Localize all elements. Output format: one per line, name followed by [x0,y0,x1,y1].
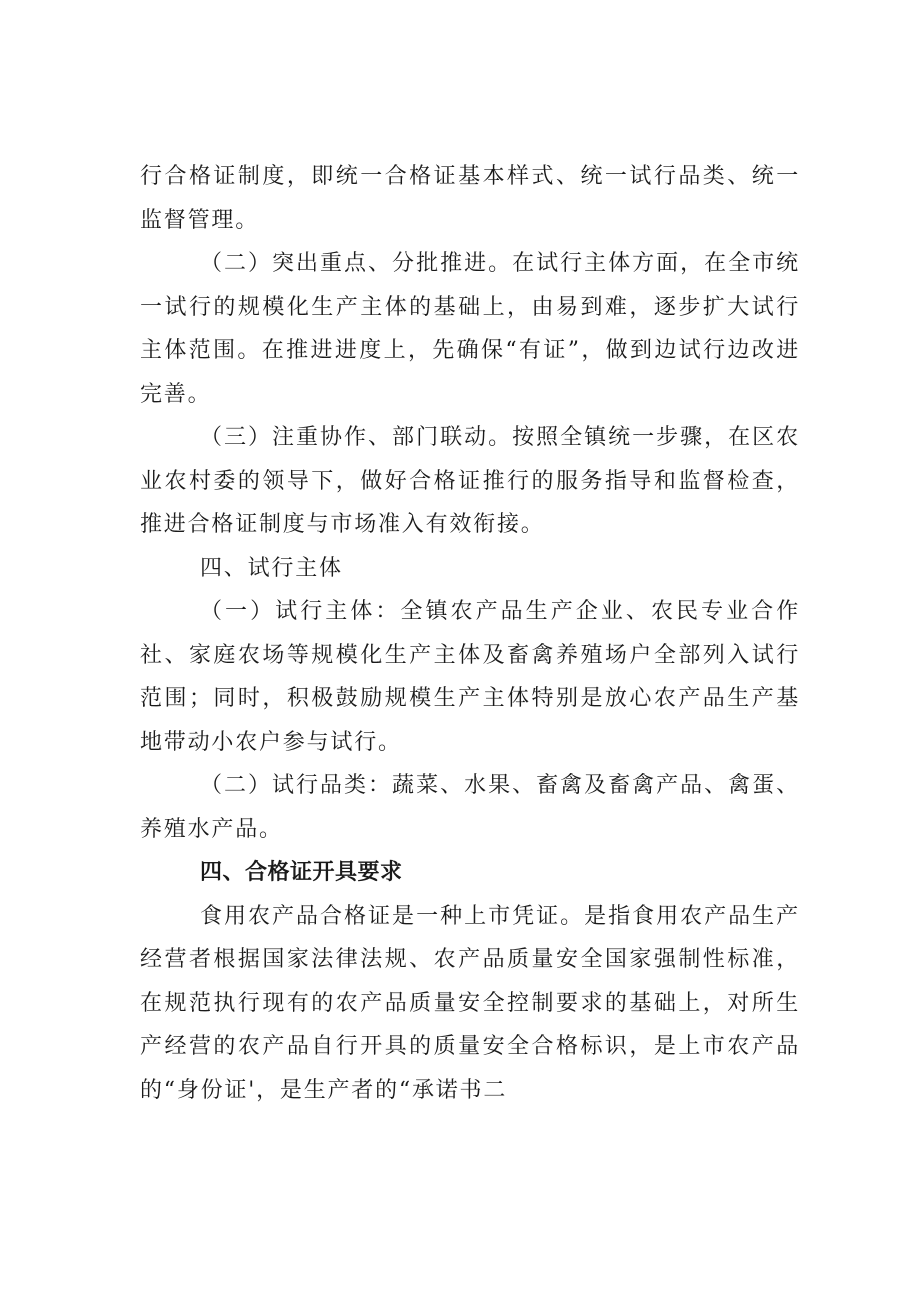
paragraph-certificate-definition: 食用农产品合格证是一种上市凭证。是指食用农产品生产经营者根据国家法律法规、农产品质量安全国家强制性标准，在规范执行现有的农产品质量安全控制要求的基础上，对所生产经营的农产品自行开具的质量安全合格标识，是上市农产品的“身份证'，是生产者的“承诺书二 [140,903,800,1103]
paragraph-trial-subjects: （一）试行主体：全镇农产品生产企业、农民专业合作社、家庭农场等规模化生产主体及畜禽养殖场户全部列入试行范围；同时，积极鼓励规模生产主体特别是放心农产品生产基地带动小农户参与试行。 [140,599,800,755]
section-heading-certificate-requirements: 四、合格证开具要求 [200,860,403,885]
paragraph-focus-batches: （二）突出重点、分批推进。在试行主体方面，在全市统一试行的规模化生产主体的基础上，由易到难，逐步扩大试行主体范围。在推进进度上，先确保“有证”，做到边试行边改进完善。 [140,251,800,407]
paragraph-cooperation: （三）注重协作、部门联动。按照全镇统一步骤，在区农业农村委的领导下，做好合格证推行的服务指导和监督检查，推进合格证制度与市场准入有效衔接。 [140,425,800,537]
paragraph-continuation: 行合格证制度，即统一合格证基本样式、统一试行品类、统一监督管理。 [140,164,800,233]
paragraph-trial-categories: （二）试行品类：蔬菜、水果、畜禽及畜禽产品、禽蛋、养殖水产品。 [140,773,800,842]
section-heading-trial-subjects: 四、试行主体 [200,555,343,581]
document-body [140,155,800,1112]
